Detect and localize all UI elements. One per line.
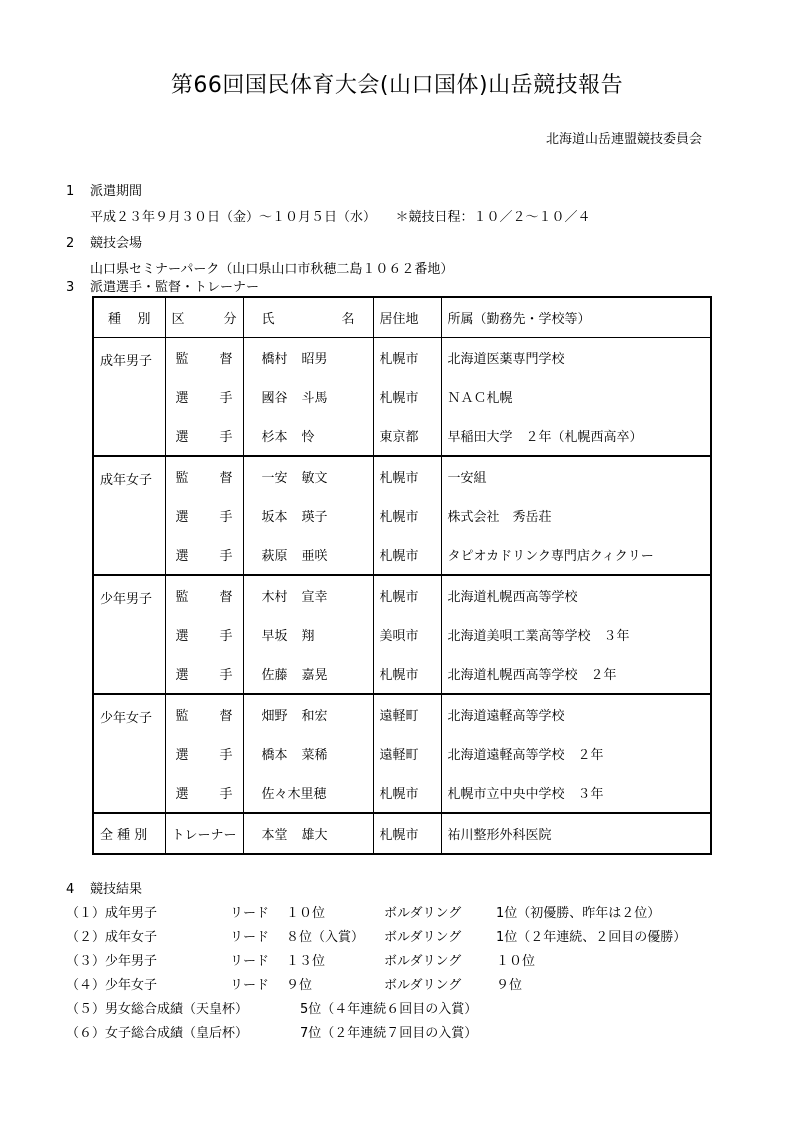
overall-result: 7位（２年連続７回目の入賞）: [300, 1026, 478, 1041]
affiliation-cell: 札幌市立中央中学校 ３年: [441, 773, 711, 813]
roster-table: [92, 296, 712, 855]
category-cell: 少年男子: [93, 575, 165, 694]
venue: 山口県セミナーパーク（山口県山口市秋穂二島１０６２番地）: [90, 262, 454, 277]
roster-row: [93, 456, 711, 496]
header-role: [165, 297, 243, 338]
header-text: 区: [171, 312, 185, 327]
result-label: （５）男女総合成績（天皇杯）: [66, 1002, 249, 1017]
boulder-result: １０位: [496, 954, 536, 969]
name-cell: [243, 694, 373, 734]
boulder-label: ボルダリング: [384, 930, 462, 945]
name-given: 菜稀: [301, 748, 328, 763]
name-family: 畑野: [261, 709, 288, 724]
name-given: 嘉晃: [301, 668, 328, 683]
name-given: 和宏: [301, 709, 328, 724]
role-cell-part: 選: [175, 510, 189, 525]
section-4-heading: [66, 878, 142, 897]
category-cell: 少年女子: [93, 694, 165, 813]
section-3-heading: [66, 276, 259, 295]
name-cell: [243, 338, 373, 378]
boulder-label: ボルダリング: [384, 978, 462, 993]
lead-result: ９位: [286, 978, 313, 993]
category-cell: 成年女子: [93, 456, 165, 575]
roster-row: [93, 575, 711, 615]
section-1-heading: [66, 180, 142, 199]
role-cell: [165, 377, 243, 416]
role-cell-part: 監: [175, 590, 189, 605]
affiliation-cell: 北海道遠軽高等学校: [447, 709, 565, 724]
roster-header-row: [93, 297, 711, 338]
lead-result: ８位（入賞）: [286, 930, 365, 945]
name-family: 木村: [261, 590, 288, 605]
residence-cell: 札幌市: [373, 496, 441, 535]
residence-cell: 札幌市: [373, 654, 441, 694]
roster-row: [93, 377, 711, 416]
affiliation-cell: 早稲田大学 ２年（札幌西高卒）: [441, 416, 711, 456]
section-heading-text: 派遣選手・監督・トレーナー: [90, 280, 260, 295]
role-cell-part: 手: [219, 668, 233, 683]
name-cell: [243, 813, 373, 854]
affiliation-cell: タピオカドリンク専門店クィクリー: [441, 535, 711, 575]
name-family: 國谷: [261, 391, 288, 406]
residence-cell: 札幌市: [373, 813, 441, 854]
roster-row: [93, 654, 711, 694]
role-cell: [165, 654, 243, 694]
boulder-label: ボルダリング: [384, 906, 462, 921]
section-number: 1: [66, 184, 75, 199]
lead-label: リード: [230, 978, 270, 993]
category-cell: 全 種 別: [93, 813, 165, 854]
page-title: 第66回国民体育大会(山口国体)山岳競技報告: [170, 73, 624, 98]
role-cell: [165, 535, 243, 575]
roster-row: [93, 416, 711, 456]
header-residence: 居住地: [373, 297, 441, 338]
name-given: 斗馬: [301, 391, 328, 406]
name-cell: [243, 496, 373, 535]
name-cell: [243, 773, 373, 813]
section-heading-text: 競技結果: [90, 882, 143, 897]
header-text: 分: [223, 312, 237, 327]
role-cell-part: 督: [219, 352, 233, 367]
role-cell-part: 手: [219, 510, 233, 525]
role-cell-part: 手: [219, 430, 233, 445]
lead-label: リード: [230, 930, 270, 945]
residence-cell: 札幌市: [373, 575, 441, 615]
role-cell: [165, 575, 243, 615]
boulder-label: ボルダリング: [384, 954, 462, 969]
header-category: [93, 297, 165, 338]
dispatch-period: 平成２３年９月３０日（金）～１０月５日（水） ＊競技日程：１０／２～１０／４: [90, 210, 591, 225]
result-label: （４）少年女子: [66, 978, 158, 993]
role-cell: [165, 496, 243, 535]
roster-row: [93, 496, 711, 535]
name-family: 早坂: [261, 629, 288, 644]
boulder-result: ９位: [496, 978, 523, 993]
role-cell: [165, 416, 243, 456]
header-text: 氏: [261, 312, 275, 327]
role-cell-part: 選: [175, 748, 189, 763]
section-heading-text: 競技会場: [90, 236, 143, 251]
affiliation-cell: 祐川整形外科医院: [447, 828, 552, 843]
role-cell: [165, 615, 243, 654]
lead-label: リード: [230, 954, 270, 969]
result-label: （３）少年男子: [66, 954, 158, 969]
name-family: 橋村: [261, 352, 288, 367]
name-family: 杉本: [261, 430, 288, 445]
affiliation-cell: 北海道医薬専門学校: [447, 352, 565, 367]
role-cell-part: 選: [175, 629, 189, 644]
header-text: 種: [108, 312, 122, 327]
section-2-heading: [66, 232, 142, 251]
header-affiliation: 所属（勤務先・学校等）: [441, 297, 711, 338]
name-given: 亜咲: [301, 549, 328, 564]
name-cell: [243, 535, 373, 575]
name-given: 雄大: [301, 828, 328, 843]
role-cell: [165, 734, 243, 773]
affiliation-cell: 北海道遠軽高等学校 ２年: [447, 748, 604, 763]
role-cell-part: 監: [175, 709, 189, 724]
name-cell: [243, 615, 373, 654]
affiliation-cell: 一安組: [447, 471, 487, 486]
affiliation-cell: 北海道札幌西高等学校: [447, 590, 578, 605]
affiliation-cell: ＮＡＣ札幌: [447, 391, 513, 406]
role-cell-part: 選: [175, 549, 189, 564]
role-cell-part: 督: [219, 471, 233, 486]
boulder-result: 1位（初優勝、昨年は２位）: [496, 906, 661, 921]
boulder-result: 1位（２年連続、２回目の優勝）: [496, 930, 687, 945]
name-given: 敏文: [301, 471, 328, 486]
name-family: 本堂: [261, 828, 288, 843]
name-family: 坂本: [261, 510, 288, 525]
role-cell-part: 手: [219, 787, 233, 802]
role-cell: [165, 456, 243, 496]
name-family: 橋本: [261, 748, 288, 763]
name-family: 一安: [261, 471, 288, 486]
roster-row: [93, 338, 711, 378]
result-label: （１）成年男子: [66, 906, 158, 921]
role-cell-part: 監: [175, 471, 189, 486]
name-cell: [243, 456, 373, 496]
header-text: 別: [137, 312, 151, 327]
affiliation-cell: 北海道札幌西高等学校 ２年: [441, 654, 711, 694]
name-given: 宣幸: [301, 590, 328, 605]
role-cell-part: 手: [219, 391, 233, 406]
role-cell-part: 手: [219, 748, 233, 763]
role-cell-part: 選: [175, 430, 189, 445]
roster-row: [93, 535, 711, 575]
name-cell: [243, 377, 373, 416]
role-cell: [165, 773, 243, 813]
residence-cell: 遠軽町: [373, 734, 441, 773]
name-given: 瑛子: [301, 510, 328, 525]
residence-cell: 札幌市: [373, 773, 441, 813]
roster-row: [93, 694, 711, 734]
lead-label: リード: [230, 906, 270, 921]
header-name: [243, 297, 373, 338]
role-cell-part: 選: [175, 391, 189, 406]
name-family: 佐々木里穂: [261, 787, 327, 802]
role-cell: [165, 694, 243, 734]
affiliation-cell: 株式会社 秀岳荘: [447, 510, 552, 525]
residence-cell: 札幌市: [373, 535, 441, 575]
role-cell: [165, 338, 243, 378]
section-heading-text: 派遣期間: [90, 184, 143, 199]
role-cell: トレーナー: [165, 813, 243, 854]
affiliation-cell: 北海道美唄工業高等学校 ３年: [447, 629, 630, 644]
name-cell: [243, 575, 373, 615]
name-given: 怜: [301, 430, 315, 445]
roster-row: [93, 615, 711, 654]
section-number: 4: [66, 882, 75, 897]
section-number: 2: [66, 236, 75, 251]
name-cell: [243, 416, 373, 456]
name-given: 翔: [301, 629, 315, 644]
name-given: 昭男: [301, 352, 328, 367]
lead-result: １０位: [286, 906, 326, 921]
name-cell: [243, 734, 373, 773]
role-cell-part: 督: [219, 590, 233, 605]
role-cell-part: 手: [219, 549, 233, 564]
header-text: 名: [341, 312, 355, 327]
roster-row: [93, 773, 711, 813]
roster-row: [93, 734, 711, 773]
organization-name: 北海道山岳連盟競技委員会: [545, 132, 702, 147]
name-family: 佐藤: [261, 668, 288, 683]
residence-cell: 札幌市: [373, 338, 441, 378]
role-cell-part: 選: [175, 668, 189, 683]
residence-cell: 札幌市: [373, 456, 441, 496]
overall-result: 5位（４年連続６回目の入賞）: [300, 1002, 478, 1017]
residence-cell: 遠軽町: [373, 694, 441, 734]
role-cell-part: 監: [175, 352, 189, 367]
role-cell-part: 督: [219, 709, 233, 724]
name-cell: [243, 654, 373, 694]
result-label: （２）成年女子: [66, 930, 158, 945]
residence-cell: 札幌市: [373, 377, 441, 416]
trainer-row: [93, 813, 711, 854]
residence-cell: 東京都: [373, 416, 441, 456]
section-number: 3: [66, 280, 75, 295]
result-label: （６）女子総合成績（皇后杯）: [66, 1026, 249, 1041]
name-family: 萩原: [261, 549, 288, 564]
category-cell: 成年男子: [93, 338, 165, 457]
residence-cell: 美唄市: [373, 615, 441, 654]
lead-result: １３位: [286, 954, 326, 969]
role-cell-part: 手: [219, 629, 233, 644]
role-cell-part: 選: [175, 787, 189, 802]
